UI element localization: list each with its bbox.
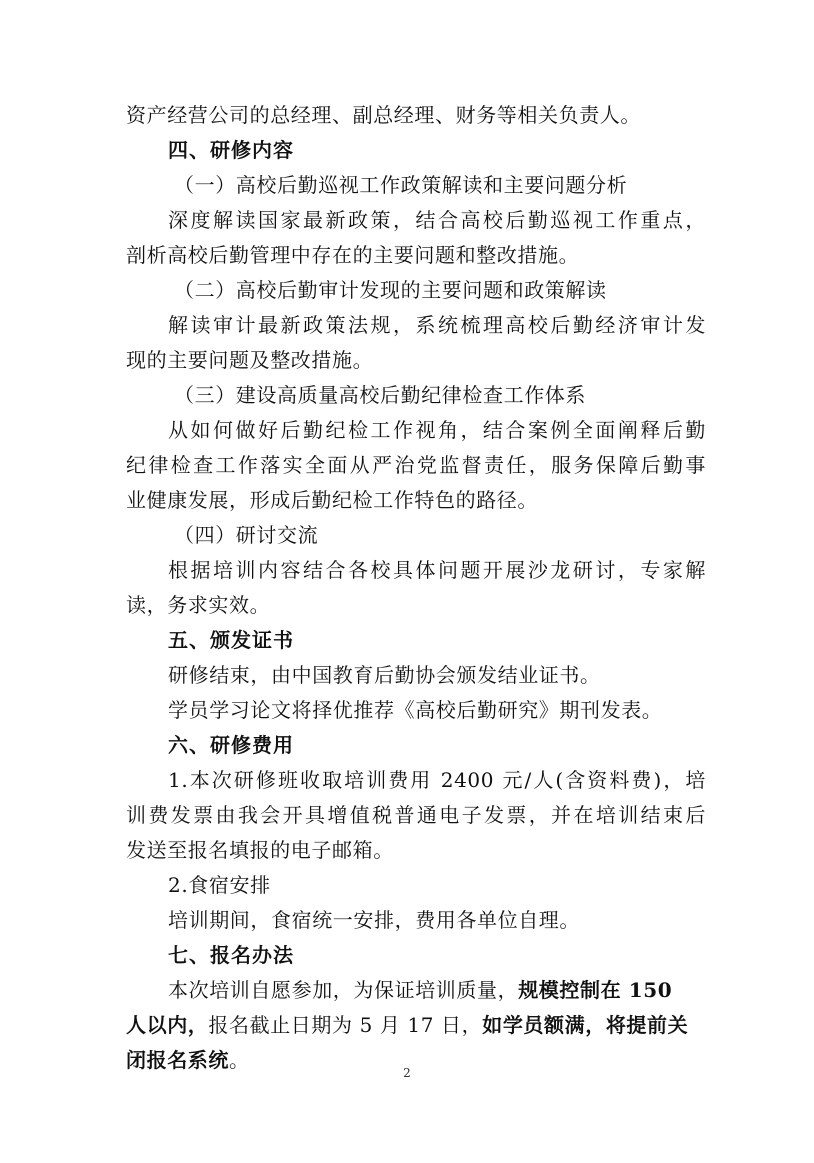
- paragraph-line: 培训期间，食宿统一安排，费用各单位自理。: [168, 908, 580, 932]
- paragraph-line: 从如何做好后勤纪检工作视角，结合案例全面阐释后勤: [168, 418, 706, 442]
- paragraph-line: 读，务求实效。: [126, 593, 271, 617]
- section-heading-research-content: 四、研修内容: [168, 138, 294, 162]
- paragraph-line: 资产经营公司的总经理、副总经理、财务等相关负责人。: [126, 103, 641, 127]
- paragraph-line: 根据培训内容结合各校具体问题开展沙龙研讨，专家解: [168, 558, 706, 582]
- text-run: 。: [229, 1048, 250, 1072]
- emphasis-text: 闭报名系统: [126, 1048, 229, 1072]
- paragraph-line: 纪律检查工作落实全面从严治党监督责任，服务保障后勤事: [126, 453, 706, 477]
- section-heading-certificate: 五、颁发证书: [168, 628, 294, 652]
- text-run: 本次培训自愿参加，为保证培训质量，: [168, 978, 519, 1002]
- paragraph-line: 1.本次研修班收取培训费用 2400 元/人(含资料费)，培: [168, 768, 706, 792]
- paragraph-line: 解读审计最新政策法规，系统梳理高校后勤经济审计发: [168, 313, 706, 337]
- paragraph-line: 深度解读国家最新政策，结合高校后勤巡视工作重点，: [168, 208, 706, 232]
- subsection-title-audit-issues: （二）高校后勤审计发现的主要问题和政策解读: [174, 278, 607, 302]
- page-number: 2: [403, 1066, 411, 1080]
- paragraph-line: 2.食宿安排: [168, 873, 271, 897]
- subsection-title-patrol-policy: （一）高校后勤巡视工作政策解读和主要问题分析: [174, 173, 628, 197]
- paragraph-line: 研修结束，由中国教育后勤协会颁发结业证书。: [168, 663, 601, 687]
- paragraph-line: 剖析高校后勤管理中存在的主要问题和整改措施。: [126, 243, 580, 267]
- paragraph-line: 学员学习论文将择优推荐《高校后勤研究》期刊发表。: [168, 698, 663, 722]
- emphasis-text: 规模控制在 150: [518, 978, 673, 1002]
- section-heading-fees: 六、研修费用: [168, 733, 294, 757]
- emphasis-text: 如学员额满，将提前关: [482, 1013, 689, 1037]
- paragraph-line: [126, 973, 706, 1008]
- subsection-title-discipline-system: （三）建设高质量高校后勤纪律检查工作体系: [174, 383, 586, 407]
- subsection-title-discussion: （四）研讨交流: [174, 523, 319, 547]
- section-heading-registration: 七、报名办法: [168, 943, 294, 967]
- paragraph-line: 现的主要问题及整改措施。: [126, 348, 374, 372]
- document-body: [126, 98, 706, 1078]
- paragraph-line: 发送至报名填报的电子邮箱。: [126, 838, 394, 862]
- paragraph-line: 训费发票由我会开具增值税普通电子发票，并在培训结束后: [126, 803, 706, 827]
- paragraph-line: 业健康发展，形成后勤纪检工作特色的路径。: [126, 488, 538, 512]
- text-run: 报名截止日期为 5 月 17 日，: [208, 1013, 483, 1037]
- paragraph-line: [126, 1008, 706, 1043]
- emphasis-text: 人以内，: [126, 1013, 209, 1037]
